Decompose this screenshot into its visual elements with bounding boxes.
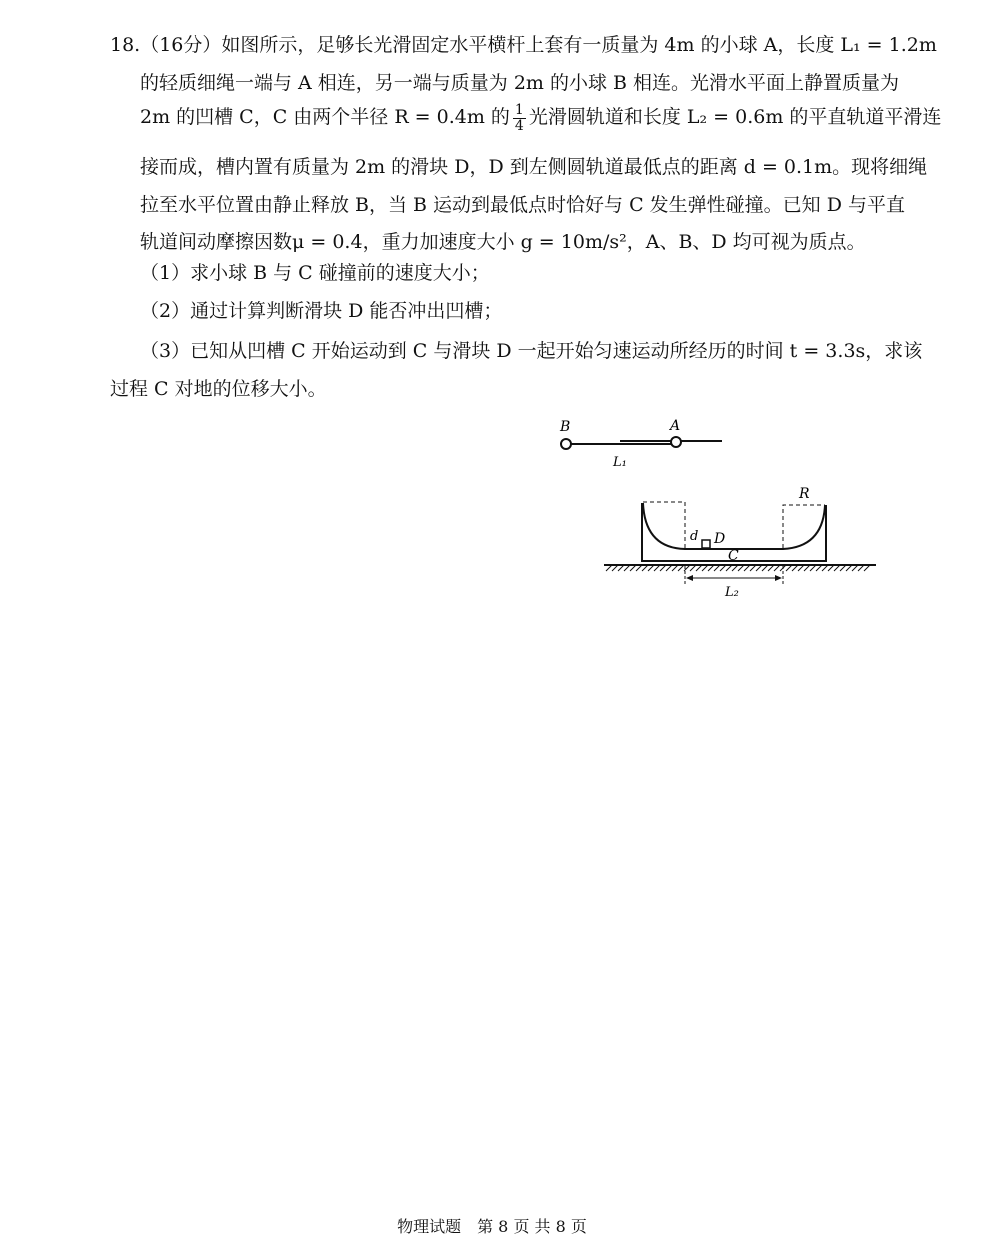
question-line-1: 18.（16分）如图所示，足够长光滑固定水平横杆上套有一质量为 4m 的小球 A，长度 L₁ = 1.2m [110,34,937,56]
sub-question-2: （2）通过计算判断滑块 D 能否冲出凹槽； [140,300,503,322]
label-r: R [799,486,810,502]
question-line-6: 轨道间动摩擦因数μ = 0.4，重力加速度大小 g = 10m/s²，A、B、D 均可视为质点。 [140,231,866,253]
slider-d [702,540,710,548]
groove-c-body [642,503,826,561]
page-footer: 物理试题 第 8 页 共 8 页 [397,1217,587,1236]
label-b: B [560,419,571,435]
label-l1: L₁ [613,455,627,470]
l2-arrow-right [775,575,782,581]
l2-arrow-left [686,575,693,581]
label-c: C [728,548,739,564]
sub-question-3: （3）已知从凹槽 C 开始运动到 C 与滑块 D 一起开始匀速运动所经历的时间 t = 3.3s，求该 [140,340,923,362]
sub-question-3-cont: 过程 C 对地的位移大小。 [110,378,327,400]
right-arc-dashed-box [783,505,825,548]
question-line-4: 接而成，槽内置有质量为 2m 的滑块 D，D 到左侧圆轨道最低点的距离 d = 0.1m。现将细绳 [140,156,928,178]
label-a: A [670,418,681,434]
ground-hatching [606,565,870,571]
rod-assembly [559,418,722,470]
ball-b [561,439,571,449]
sub-question-1: （1）求小球 B 与 C 碰撞前的速度大小； [140,262,490,284]
fraction-one-quarter: $\frac{1}{4}$ [514,101,524,134]
question-line-3: 2m 的凹槽 C，C 由两个半径 R = 0.4m 的 $\frac{1}{4}$ 光滑圆轨道和长度 L₂ = 0.6m 的平直轨道平滑连 [140,101,942,134]
question-line-5: 拉至水平位置由静止释放 B，当 B 运动到最低点时恰好与 C 发生弹性碰撞。已知 D 与平直 [140,194,905,216]
groove-assembly [604,486,876,600]
ball-a [671,437,681,447]
question-number: 18. [110,34,141,56]
groove-c-track [643,503,825,549]
question-line-2: 的轻质细绳一端与 A 相连，另一端与质量为 2m 的小球 B 相连。光滑水平面上静置质量为 [140,72,900,94]
left-arc-dashed-box [643,502,685,548]
label-d-slider: D [714,531,726,547]
label-l2: L₂ [725,585,739,600]
label-d-distance: d [690,529,699,544]
